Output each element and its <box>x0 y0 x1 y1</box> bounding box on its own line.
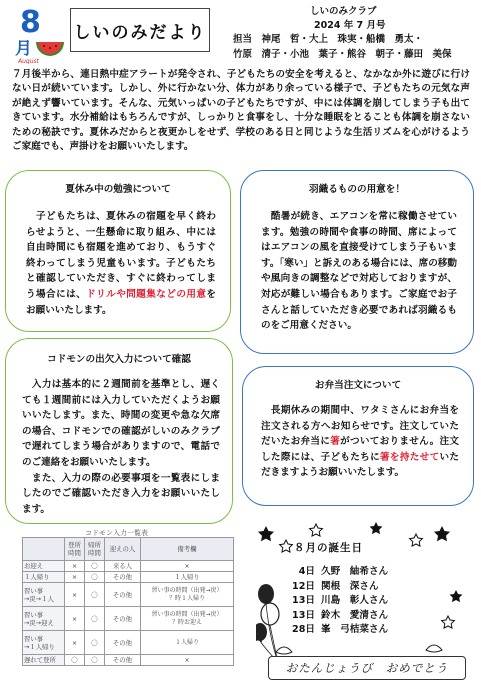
lunch-highlight-2: 箸を持たせて <box>380 451 440 463</box>
lunch-body-2: がついておりません。注文した際には、子どもたちに <box>261 436 460 463</box>
table-cell: × <box>65 561 85 572</box>
lunch-highlight-1: 箸 <box>330 436 341 448</box>
study-notice-box <box>5 170 231 332</box>
row-label: 習い事 →戻→１人 <box>23 583 65 607</box>
birthday-row <box>291 578 388 593</box>
attendance-notice-box <box>5 338 233 524</box>
lunch-notice-box <box>242 366 474 506</box>
table-cell: × <box>65 631 85 655</box>
birthday-row <box>291 621 388 636</box>
birthday-date: 4日 <box>298 566 315 577</box>
issue-date: 2024 年 7 月号 <box>314 20 386 31</box>
birthday-date: 13日 <box>292 595 315 607</box>
table-cell: × <box>65 607 85 631</box>
attendance-notice-title: コドモンの出欠入力について確認 <box>47 354 191 365</box>
table-cell: その他 <box>105 655 141 666</box>
input-guide-table <box>22 537 234 666</box>
header-cell: 登所時間 <box>65 538 85 561</box>
table-cell: １人帰り <box>141 572 234 583</box>
birthday-list <box>291 563 388 636</box>
study-notice-title: 夏休み中の勉強について <box>65 184 171 195</box>
row-label: １人帰り <box>23 572 65 583</box>
table-row <box>23 561 234 572</box>
row-label: 遅れて登所 <box>23 655 65 666</box>
study-highlight: ドリルや問題集などの用意 <box>86 288 207 300</box>
birthday-title: ８月の誕生日 <box>294 542 363 554</box>
table-cell: 〇 <box>85 561 105 572</box>
table-cell: 〇 <box>65 655 85 666</box>
newsletter-title: しいのみだより <box>70 8 210 52</box>
birthday-date: 12日 <box>292 580 315 592</box>
table-caption: コドモン入力一覧表 <box>85 529 148 537</box>
staff-line-2: 竹原 清子・小池 葉子・熊谷 朝子・藤田 美保 <box>233 49 452 60</box>
logo-month-suffix: 月 <box>15 39 32 59</box>
clothing-notice-title: 羽織るものの用意を！ <box>309 184 405 195</box>
clothing-notice-box <box>240 170 474 354</box>
table-cell: 来る人 <box>105 561 141 572</box>
table-cell: その他 <box>105 583 141 607</box>
table-cell: 〇 <box>85 607 105 631</box>
header-cell: 帰所時間 <box>85 538 105 561</box>
row-label: 習い事 →戻→迎え <box>23 607 65 631</box>
table-cell: 〇 <box>85 583 105 607</box>
study-body-end: をお願いいたします。 <box>26 288 217 316</box>
birthday-name: 関根 深さん <box>321 580 379 592</box>
club-name: しいのみクラブ <box>310 6 377 17</box>
table-cell: 習い事の時間（出発→戻） ？時お迎え <box>141 607 234 631</box>
month-logo <box>6 4 64 64</box>
balloons-icon <box>256 584 279 662</box>
lunch-notice-body <box>261 403 459 481</box>
table-row <box>23 607 234 631</box>
table-cell: その他 <box>105 572 141 583</box>
row-label: 習い事 →１人帰り <box>23 631 65 655</box>
birthday-name: 峯 弓桔菜さん <box>321 624 389 636</box>
table-header-row <box>23 538 234 561</box>
table-cell: １人帰り <box>141 631 234 655</box>
birds-icon <box>276 645 442 654</box>
table-row <box>23 631 234 655</box>
table-row <box>23 572 234 583</box>
birthday-row <box>291 563 388 578</box>
attendance-notice-body <box>22 377 220 517</box>
table-row <box>23 655 234 666</box>
birthday-date: 13日 <box>292 609 315 621</box>
table-row <box>23 583 234 607</box>
table-cell: 習い事の時間（出発→戻） ？時１人帰り <box>141 583 234 607</box>
study-notice-body <box>26 209 216 318</box>
table-cell: 〇 <box>85 572 105 583</box>
table-cell: 〇 <box>85 631 105 655</box>
table-cell: × <box>141 655 234 666</box>
birthday-row <box>291 592 388 607</box>
birthday-row <box>291 607 388 622</box>
birthday-name: 鈴木 愛清さん <box>321 609 389 621</box>
table-cell: その他 <box>105 607 141 631</box>
birthday-name: 久野 紬希さん <box>321 566 389 577</box>
header-cell: 迎えの人 <box>105 538 141 561</box>
lunch-notice-title: お弁当注文について <box>314 380 402 391</box>
intro-paragraph: ７月後半から、連日熱中症アラートが発令され、子どもたちの安全を考えると、なかなか外に遊びに行けない日が続いています。しかし、外に行かない分、体力があり余っている様子で、子どもたちの元気な声が絶えず響いています。そんな、元気いっぱいの子どもたちですが、中には体調を崩してしまう子も出てきています。水分補給はもちろんですが、しっかりと食事をし、十分な睡眠をとることも体調を崩さないための秘訣です。夏休みだからと夜更かしをせず、学校のある日と同じような生活リズムを心がけるようご家庭でも、声掛けをお願いいたします。 <box>12 69 470 153</box>
birthday-date: 28日 <box>292 624 315 636</box>
attendance-body-1: 入力は基本的に２週間前を基準とし、遅くても１週間前には入力していただくようお願いいたします。また、時間の変更や急な欠席の場合、コドモンでの確認がしいのみクラブで遅れてしまう場合がありますので、電話でのご連絡をお願いいたします。 <box>22 379 220 468</box>
table-cell: × <box>65 572 85 583</box>
study-body-text: 子どもたちは、夏休みの宿題を早く終わらせようと、一生懸命に取り組み、中には自由時間にも宿題を進めており、もうすぐ終わってしまう児童もいます。子どもたちと確認していただき、すぐに終わってしまう場合には、 <box>26 211 216 300</box>
header-cell <box>23 538 65 561</box>
table-cell: 〇 <box>85 655 105 666</box>
table-cell: その他 <box>105 631 141 655</box>
clothing-notice-body: 酷暑が続き、エアコンを常に稼働させています。勉強の時間や食事の時間、席によってはエアコンの風を直接受けてしまう子もいます。「寒い」と訴えのある場合には、席の移動や風向きの調整などで対応しておりますが、対応が難しい場合もあります。ご家庭でお子さんと話していただき必要であれば羽織るものをご用意ください。 <box>261 211 457 332</box>
birthday-banner: おたんじょうび おめでとう <box>268 656 466 680</box>
header-cell: 備考欄 <box>141 538 234 561</box>
attendance-body-2: また、入力の際の必要事項を一覧表にしましたのでご確認いただき入力をお願いいたします。 <box>22 472 220 515</box>
watermelon-icon <box>36 42 64 56</box>
logo-caption: August <box>18 58 39 64</box>
row-label: お迎え <box>23 561 65 572</box>
lunch-body-3: いただきますようお願いいたします。 <box>261 451 460 479</box>
lunch-body-1: 長期休みの期間中、ワタミさんにお弁当を注文される方へお知らせです。注文していただいたお弁当に <box>261 405 459 448</box>
table-cell: × <box>141 561 234 572</box>
birthday-name: 川島 彰人さん <box>321 595 389 607</box>
table-cell: × <box>65 583 85 607</box>
staff-line-1: 担当 神尾 哲・大上 珠実・船橋 勇太・ <box>233 34 424 45</box>
logo-month-number: 8 <box>20 5 41 40</box>
